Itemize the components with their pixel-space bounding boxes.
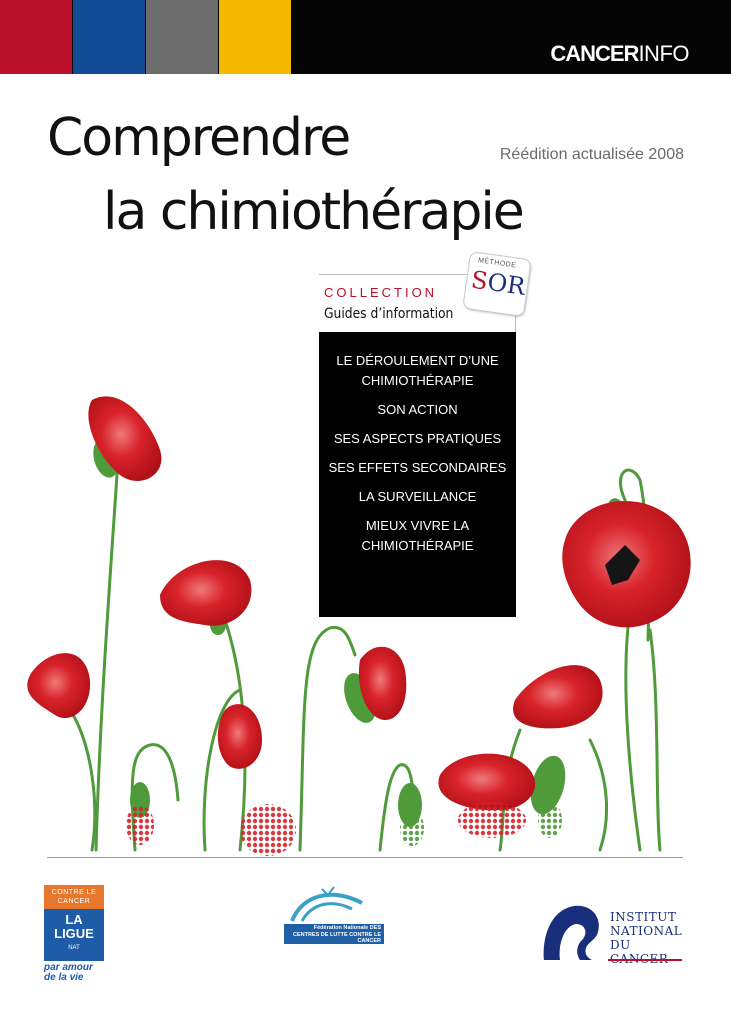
methode-sor-badge — [462, 251, 531, 317]
inca-profile-icon — [536, 898, 608, 964]
inca-logo — [536, 898, 686, 968]
badge-sor-text: SOR — [469, 265, 528, 301]
contents-item: MIEUX VIVRE LA CHIMIOTHÉRAPIE — [361, 518, 474, 553]
ligue-logo — [44, 885, 104, 983]
title-line-2: la chimiothérapie — [103, 182, 523, 242]
inca-name: INSTITUT NATIONAL DU — [610, 910, 683, 952]
ligue-tagline: par amour de la vie — [44, 962, 93, 983]
federation-logo — [282, 885, 386, 961]
collection-subtitle: Guides d’information — [324, 306, 454, 322]
collection-label: COLLECTION — [324, 285, 438, 300]
edition-note: Réédition actualisée 2008 — [499, 146, 684, 163]
contents-item: LA SURVEILLANCE — [358, 489, 477, 504]
yellow-swatch — [219, 0, 291, 74]
contents-item: SES ASPECTS PRATIQUES — [333, 431, 502, 446]
gray-swatch — [146, 0, 218, 74]
ligue-name: LA LIGUE NAT — [44, 909, 104, 961]
badge-methode-text: MÉTHODE — [477, 257, 517, 270]
contents-item: LE DÉROULEMENT D’UNE CHIMIOTHÉRAPIE — [336, 353, 499, 388]
title-line-1: Comprendre — [47, 108, 350, 168]
cancer-info-logo: CANCERINFO — [550, 41, 689, 66]
contents-item: SON ACTION — [377, 402, 458, 417]
red-swatch — [0, 0, 72, 74]
inca-underline — [608, 959, 682, 961]
federation-icon — [282, 885, 386, 925]
contents-item: SES EFFETS SECONDAIRES — [328, 460, 507, 475]
blue-swatch — [73, 0, 145, 74]
footer-divider — [47, 857, 683, 858]
ligue-top-text: CONTRE LE CANCER — [44, 885, 104, 909]
federation-text: Fédération Nationale DES CENTRES DE LUTTE CONTRE LE CANCER — [284, 924, 384, 944]
header-bar — [0, 0, 731, 74]
contents-box — [319, 332, 516, 617]
